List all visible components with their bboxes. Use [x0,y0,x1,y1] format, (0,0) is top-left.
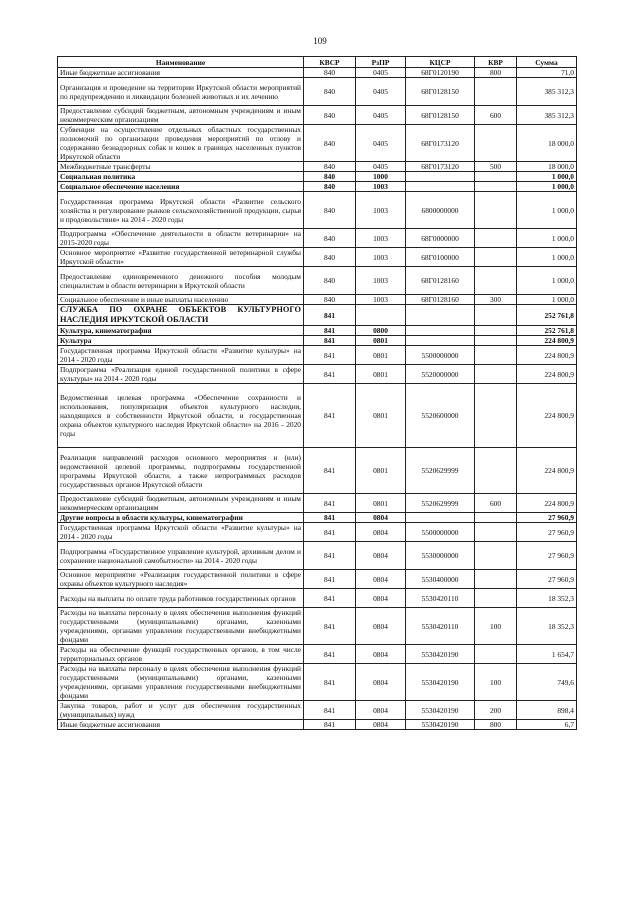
cell-name: Социальное обеспечение и иные выплаты населению [58,295,304,305]
cell-kvsr: 841 [304,365,356,384]
cell-sum: 224 800,9 [517,494,577,513]
cell-kcsr: 5520629999 [406,494,475,513]
cell-rzpr: 0804 [356,542,406,570]
cell-kvr [475,182,517,192]
cell-kcsr: 68Г0120190 [406,68,475,78]
table-row [58,68,577,78]
cell-rzpr: 0804 [356,720,406,730]
cell-kvr: 100 [475,664,517,701]
cell-name: Предоставление единовременного денежного пособия молодым специалистам в области ветеринарии в Иркутской области [58,267,304,295]
cell-sum: 224 800,9 [517,448,577,494]
cell-sum: 27 960,9 [517,513,577,523]
cell-sum: 224 800,9 [517,346,577,365]
cell-sum: 252 761,8 [517,326,577,336]
table-body [58,68,577,730]
cell-name: Государственная программа Иркутской области «Развитие культуры» на 2014 - 2020 годы [58,523,304,542]
cell-name: Расходы на выплаты по оплате труда работников государственных органов [58,589,304,608]
cell-kvr: 800 [475,68,517,78]
cell-kvr [475,448,517,494]
cell-kvr [475,645,517,664]
cell-kvr [475,78,517,106]
cell-name: Государственная программа Иркутской области «Развитие культуры» на 2014 - 2020 годы [58,346,304,365]
cell-name: Подпрограмма «Государственное управление культурой, архивным делом и сохранение национальной самобытности» на 2014 - 2020 годы [58,542,304,570]
cell-kvsr: 841 [304,645,356,664]
table-row [58,78,577,106]
cell-name: Подпрограмма «Обеспечение деятельности в области ветеринарии» на 2015-2020 годы [58,229,304,248]
cell-sum: 1 000,0 [517,267,577,295]
cell-name: Межбюджетные трансферты [58,162,304,172]
table-row [58,326,577,336]
cell-kcsr [406,182,475,192]
cell-name: Другие вопросы в области культуры, кинематографии [58,513,304,523]
cell-kcsr: 5530420190 [406,701,475,720]
table-header-row [58,57,577,68]
cell-name: Субвенции на осуществление отдельных областных государственных полномочий по организации проведения мероприятий по отлову и содержанию безнадзорных собак и кошек в границах населенных пунктов Иркутской области [58,125,304,162]
cell-kvsr: 841 [304,336,356,346]
table-row [58,570,577,589]
table-row [58,701,577,720]
cell-rzpr: 0405 [356,125,406,162]
cell-kvr [475,336,517,346]
cell-name: СЛУЖБА ПО ОХРАНЕ ОБЪЕКТОВ КУЛЬТУРНОГО НАСЛЕДИЯ ИРКУТСКОЙ ОБЛАСТИ [58,305,304,326]
cell-sum: 1 000,0 [517,172,577,182]
cell-rzpr: 0405 [356,106,406,125]
cell-kcsr: 68Г0173120 [406,125,475,162]
cell-sum: 749,6 [517,664,577,701]
cell-rzpr: 0405 [356,162,406,172]
cell-kvsr: 840 [304,229,356,248]
cell-sum: 1 000,0 [517,295,577,305]
cell-rzpr: 0800 [356,326,406,336]
cell-kvsr: 841 [304,384,356,448]
table-row [58,720,577,730]
cell-kvr: 200 [475,701,517,720]
table-row [58,346,577,365]
cell-rzpr: 0801 [356,448,406,494]
cell-kvr: 800 [475,720,517,730]
cell-rzpr: 0801 [356,365,406,384]
table-row [58,336,577,346]
cell-name: Ведомственная целевая программа «Обеспечение сохранности и использования, популяризация объектов культурного наследия, находящихся в собственности Иркутской области, и государственная охрана объектов культурного наследия Иркутской области» на 2016 - 2020 годы [58,384,304,448]
cell-kvsr: 841 [304,448,356,494]
cell-kvr [475,346,517,365]
cell-kvr: 600 [475,494,517,513]
cell-sum: 27 960,9 [517,542,577,570]
cell-kvsr: 840 [304,295,356,305]
cell-name: Расходы на обеспечение функций государственных органов, в том числе территориальных органов [58,645,304,664]
cell-sum: 385 312,3 [517,106,577,125]
header-kvsr: КВСР [304,57,356,68]
cell-kvr [475,326,517,336]
cell-sum: 1 000,0 [517,182,577,192]
cell-kvr [475,172,517,182]
cell-rzpr: 0804 [356,608,406,645]
cell-kvr [475,513,517,523]
cell-kvsr: 841 [304,542,356,570]
cell-kvsr: 841 [304,664,356,701]
cell-name: Организация и проведение на территории Иркутской области мероприятий по предупреждению и ликвидации болезней животных и их лечению [58,78,304,106]
table-row [58,494,577,513]
cell-kcsr: 68Г0128160 [406,295,475,305]
table-row [58,384,577,448]
header-kcsr: КЦСР [406,57,475,68]
cell-kcsr [406,513,475,523]
cell-rzpr: 0804 [356,701,406,720]
table-row [58,295,577,305]
cell-kvr: 300 [475,295,517,305]
cell-name: Государственная программа Иркутской области «Развитие сельского хозяйства и регулирование рынков сельскохозяйственной продукции, сырья и продовольствия» на 2014 - 2020 годы [58,192,304,229]
table-row [58,542,577,570]
cell-kvsr: 840 [304,78,356,106]
cell-kcsr: 6800000000 [406,192,475,229]
cell-rzpr: 0801 [356,494,406,513]
cell-sum: 18 000,0 [517,125,577,162]
cell-name: Подпрограмма «Реализация единой государственной политики в сфере культуры» на 2014 - 2020 годы [58,365,304,384]
page-number: 109 [313,36,327,46]
cell-rzpr: 0804 [356,570,406,589]
cell-kcsr [406,336,475,346]
cell-kcsr: 5500000000 [406,346,475,365]
cell-kvsr: 841 [304,523,356,542]
cell-kvsr: 840 [304,125,356,162]
cell-kvsr: 841 [304,701,356,720]
cell-kvsr: 840 [304,68,356,78]
cell-kvr [475,229,517,248]
cell-kvr [475,523,517,542]
cell-kvr [475,542,517,570]
cell-rzpr: 0801 [356,384,406,448]
cell-sum: 18 352,3 [517,589,577,608]
cell-rzpr: 1003 [356,192,406,229]
cell-name: Расходы на выплаты персоналу в целях обеспечения выполнения функций государственными (муниципальными) органами, казенными учреждениями, органами управления государственными внебюджетными фондами [58,608,304,645]
cell-rzpr: 0804 [356,664,406,701]
table-row [58,229,577,248]
cell-sum: 1 000,0 [517,192,577,229]
header-kvr: КВР [475,57,517,68]
cell-kvr [475,125,517,162]
header-rzpr: РзПР [356,57,406,68]
cell-kcsr: 68Г0128160 [406,267,475,295]
cell-rzpr: 1003 [356,229,406,248]
cell-kvsr: 840 [304,192,356,229]
table-row [58,305,577,326]
cell-name: Основное мероприятие «Развитие государственной ветеринарной службы Иркутской области» [58,248,304,267]
cell-sum: 1 000,0 [517,229,577,248]
cell-kvr [475,192,517,229]
cell-kvsr: 840 [304,106,356,125]
cell-kvsr: 841 [304,513,356,523]
cell-kvsr: 841 [304,720,356,730]
cell-sum: 6,7 [517,720,577,730]
table-row [58,106,577,125]
cell-kcsr: 5520600000 [406,384,475,448]
cell-kcsr: 68Г0128150 [406,106,475,125]
cell-kvsr: 840 [304,162,356,172]
cell-rzpr: 1000 [356,172,406,182]
cell-kvsr: 841 [304,608,356,645]
cell-kvsr: 841 [304,305,356,326]
cell-name: Реализация направлений расходов основного мероприятия и (или) ведомственной целевой программы, подпрограммы государственной программы Иркутской области, а также непрограммных расходов государственных органов Иркутской области [58,448,304,494]
cell-kvr [475,267,517,295]
cell-name: Иные бюджетные ассигнования [58,68,304,78]
cell-kvsr: 840 [304,267,356,295]
table-row [58,248,577,267]
cell-sum: 224 800,9 [517,336,577,346]
cell-kvr [475,570,517,589]
cell-kcsr: 5530420110 [406,589,475,608]
cell-rzpr: 0405 [356,68,406,78]
cell-kcsr: 68Г0100000 [406,248,475,267]
cell-name: Предоставление субсидий бюджетным, автономным учреждениям и иным некоммерческим организациям [58,106,304,125]
table-row [58,162,577,172]
cell-kvsr: 841 [304,326,356,336]
cell-kvr [475,248,517,267]
cell-rzpr: 0804 [356,513,406,523]
cell-sum: 224 800,9 [517,384,577,448]
table-row [58,182,577,192]
cell-kcsr: 5530420190 [406,720,475,730]
cell-rzpr: 0801 [356,346,406,365]
cell-name: Иные бюджетные ассигнования [58,720,304,730]
cell-kvr [475,305,517,326]
table-row [58,523,577,542]
cell-rzpr: 0405 [356,78,406,106]
cell-kcsr: 68Г0128150 [406,78,475,106]
cell-rzpr: 0804 [356,589,406,608]
cell-rzpr: 0801 [356,336,406,346]
cell-kcsr: 5530420190 [406,664,475,701]
cell-kcsr: 5520000000 [406,365,475,384]
cell-name: Социальная политика [58,172,304,182]
cell-kvr: 500 [475,162,517,172]
table-row [58,513,577,523]
cell-sum: 1 654,7 [517,645,577,664]
cell-kvr: 100 [475,608,517,645]
cell-kvr [475,365,517,384]
cell-rzpr: 1003 [356,248,406,267]
budget-table [57,56,577,730]
cell-rzpr: 0804 [356,523,406,542]
cell-kvr [475,589,517,608]
table-row [58,448,577,494]
cell-name: Предоставление субсидий бюджетным, автономным учреждениям и иным некоммерческим организациям [58,494,304,513]
cell-kvr [475,384,517,448]
cell-kcsr: 5500000000 [406,523,475,542]
cell-kvsr: 840 [304,172,356,182]
cell-kcsr: 5530420190 [406,645,475,664]
cell-kcsr: 5530400000 [406,570,475,589]
cell-sum: 27 960,9 [517,523,577,542]
cell-rzpr: 1003 [356,182,406,192]
cell-sum: 18 352,3 [517,608,577,645]
cell-name: Закупка товаров, работ и услуг для обеспечения государственных (муниципальных) нужд [58,701,304,720]
cell-kcsr: 5520629999 [406,448,475,494]
table-row [58,608,577,645]
table-row [58,267,577,295]
cell-kcsr: 68Г0173120 [406,162,475,172]
cell-rzpr: 0804 [356,645,406,664]
cell-sum: 898,4 [517,701,577,720]
table-row [58,125,577,162]
cell-name: Культура [58,336,304,346]
table-row [58,365,577,384]
cell-kvsr: 841 [304,589,356,608]
cell-kvr: 600 [475,106,517,125]
cell-sum: 18 000,0 [517,162,577,172]
table-row [58,664,577,701]
cell-kvsr: 841 [304,570,356,589]
cell-kcsr: 68Г0000000 [406,229,475,248]
cell-sum: 252 761,8 [517,305,577,326]
cell-rzpr [356,305,406,326]
cell-sum: 385 312,3 [517,78,577,106]
cell-rzpr: 1003 [356,295,406,305]
cell-rzpr: 1003 [356,267,406,295]
cell-kcsr [406,172,475,182]
table-row [58,589,577,608]
cell-kcsr [406,326,475,336]
cell-name: Расходы на выплаты персоналу в целях обеспечения выполнения функций государственными (муниципальными) органами, казенными учреждениями, органами управления государственными внебюджетными фондами [58,664,304,701]
cell-name: Культура, кинематография [58,326,304,336]
table-row [58,172,577,182]
table-row [58,192,577,229]
cell-kcsr: 5530000000 [406,542,475,570]
cell-kvsr: 841 [304,494,356,513]
cell-kvsr: 841 [304,346,356,365]
cell-sum: 27 960,9 [517,570,577,589]
header-name: Наименование [58,57,304,68]
cell-name: Основное мероприятие «Реализация государственной политики в сфере охраны объектов культурного наследия» [58,570,304,589]
table-row [58,645,577,664]
cell-sum: 71,0 [517,68,577,78]
cell-kcsr: 5530420110 [406,608,475,645]
cell-kcsr [406,305,475,326]
cell-kvsr: 840 [304,248,356,267]
header-sum: Сумма [517,57,577,68]
cell-sum: 224 800,9 [517,365,577,384]
cell-kvsr: 840 [304,182,356,192]
cell-name: Социальное обеспечение населения [58,182,304,192]
cell-sum: 1 000,0 [517,248,577,267]
